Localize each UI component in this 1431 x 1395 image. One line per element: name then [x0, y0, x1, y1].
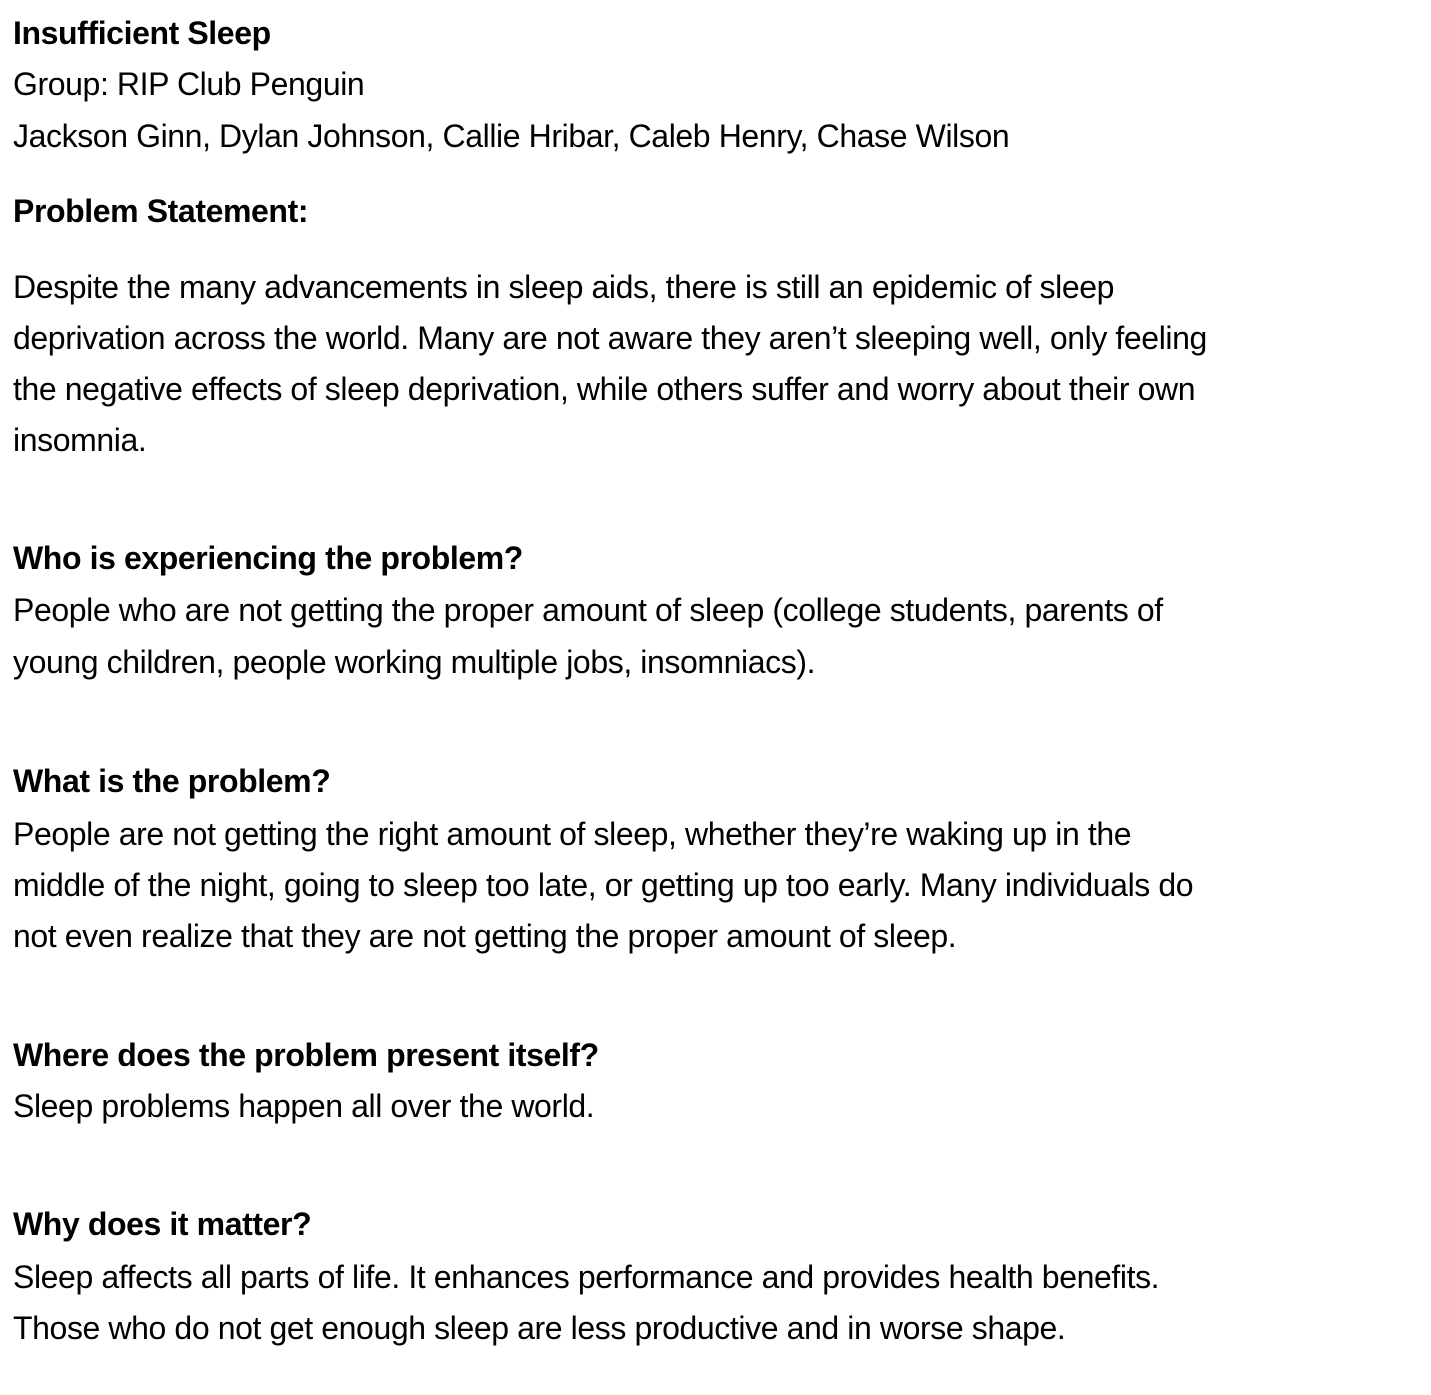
why-line-2: Those who do not get enough sleep are less productive and in worse shape.: [13, 1310, 1066, 1346]
where-heading: Where does the problem present itself?: [13, 1037, 599, 1073]
group-members: Jackson Ginn, Dylan Johnson, Callie Hribar, Caleb Henry, Chase Wilson: [13, 118, 1010, 154]
who-line-1: People who are not getting the proper amount of sleep (college students, parents of: [13, 592, 1163, 628]
who-heading: Who is experiencing the problem?: [13, 540, 523, 576]
problem-statement-line-3: the negative effects of sleep deprivation, while others suffer and worry about their own: [13, 371, 1196, 407]
problem-statement-line-4: insomnia.: [13, 422, 147, 458]
problem-statement-heading: Problem Statement:: [13, 193, 309, 229]
what-heading: What is the problem?: [13, 763, 331, 799]
what-line-1: People are not getting the right amount of sleep, whether they’re waking up in the: [13, 816, 1132, 852]
why-heading: Why does it matter?: [13, 1206, 312, 1242]
what-line-3: not even realize that they are not getting the proper amount of sleep.: [13, 918, 957, 954]
where-line-1: Sleep problems happen all over the world.: [13, 1088, 595, 1124]
problem-statement-line-2: deprivation across the world. Many are not aware they aren’t sleeping well, only feeling: [13, 320, 1207, 356]
who-line-2: young children, people working multiple jobs, insomniacs).: [13, 644, 816, 680]
document-title: Insufficient Sleep: [13, 15, 271, 51]
group-name: Group: RIP Club Penguin: [13, 66, 365, 102]
what-line-2: middle of the night, going to sleep too late, or getting up too early. Many individuals do: [13, 867, 1194, 903]
why-line-1: Sleep affects all parts of life. It enhances performance and provides health benefits.: [13, 1259, 1160, 1295]
problem-statement-line-1: Despite the many advancements in sleep aids, there is still an epidemic of sleep: [13, 269, 1115, 305]
